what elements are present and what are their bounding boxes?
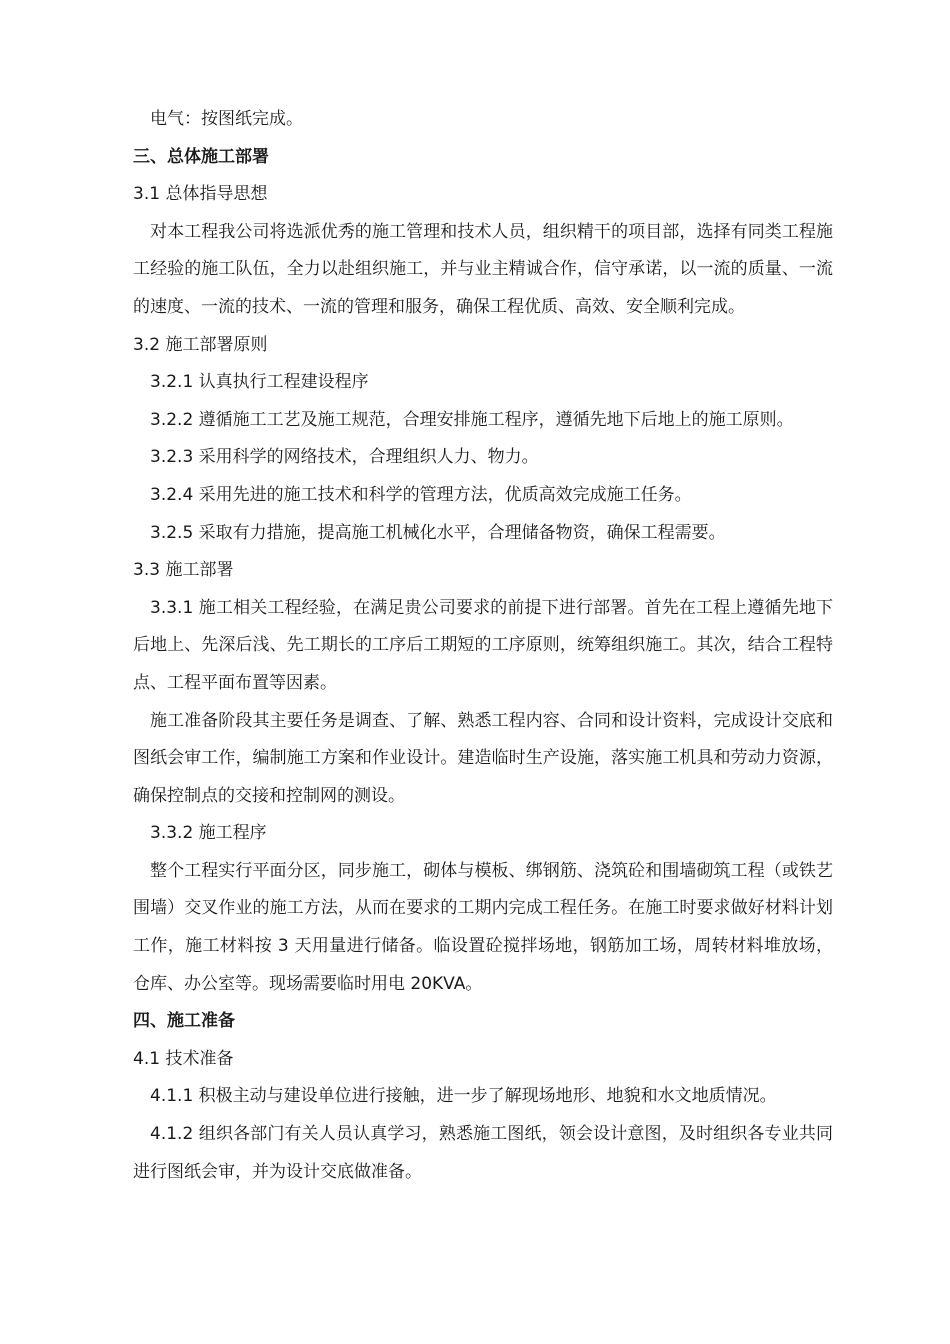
subsection-heading-3-1: 3.1 总体指导思想 bbox=[133, 184, 268, 205]
subsection-heading-3-2: 3.2 施工部署原则 bbox=[133, 334, 268, 355]
item-4-1-2: 4.1.2 组织各部门有关人员认真学习，熟悉施工图纸，领会设计意图，及时组织各专业共同进行图纸会审，并为设计交底做准备。 bbox=[133, 1124, 833, 1182]
paragraph-preparation-stage: 施工准备阶段其主要任务是调查、了解、熟悉工程内容、合同和设计资料，完成设计交底和图纸会审工作，编制施工方案和作业设计。建造临时生产设施，落实施工机具和劳动力资源，确保控制点的交接和控制网的测设。 bbox=[133, 710, 833, 806]
paragraph-guiding-idea: 对本工程我公司将选派优秀的施工管理和技术人员，组织精干的项目部，选择有同类工程施工经验的施工队伍，全力以赴组织施工，并与业主精诚合作，信守承诺，以一流的质量、一流的速度、一流的技术、一流的管理和服务，确保工程优质、高效、安全顺利完成。 bbox=[133, 221, 833, 317]
item-4-1-1: 4.1.1 积极主动与建设单位进行接触，进一步了解现场地形、地貌和水文地质情况。 bbox=[150, 1086, 777, 1107]
subsection-heading-4-1: 4.1 技术准备 bbox=[133, 1048, 234, 1069]
item-3-2-5: 3.2.5 采取有力措施，提高施工机械化水平，合理储备物资，确保工程需要。 bbox=[150, 522, 726, 543]
paragraph-construction-procedure: 整个工程实行平面分区，同步施工，砌体与模板、绑钢筋、浇筑砼和围墙砌筑工程（或铁艺围墙）交叉作业的施工方法，从而在要求的工期内完成工程任务。在施工时要求做好材料计划工作，施工材料按 3 天用量进行储备。临设置砼搅拌场地，钢筋加工场，周转材料堆放场，仓库、办公室等。现场需要临时用电 20KVA。 bbox=[133, 860, 833, 994]
item-3-2-3: 3.2.3 采用科学的网络技术，合理组织人力、物力。 bbox=[150, 447, 539, 468]
paragraph-electrical: 电气：按图纸完成。 bbox=[150, 109, 303, 129]
section-heading-4: 四、施工准备 bbox=[133, 1011, 235, 1032]
document-body bbox=[133, 101, 833, 1191]
subsection-heading-3-3: 3.3 施工部署 bbox=[133, 560, 234, 581]
item-3-3-1: 3.3.1 施工相关工程经验，在满足贵公司要求的前提下进行部署。首先在工程上遵循先地下后地上、先深后浅、先工期长的工序后工期短的工序原则，统筹组织施工。其次，结合工程特点、工程平面布置等因素。 bbox=[133, 597, 833, 693]
item-3-2-2: 3.2.2 遵循施工工艺及施工规范，合理安排施工程序，遵循先地下后地上的施工原则。 bbox=[150, 409, 794, 430]
item-3-3-2: 3.3.2 施工程序 bbox=[150, 823, 267, 844]
section-heading-3: 三、总体施工部署 bbox=[133, 146, 269, 167]
item-3-2-1: 3.2.1 认真执行工程建设程序 bbox=[150, 372, 369, 393]
item-3-2-4: 3.2.4 采用先进的施工技术和科学的管理方法，优质高效完成施工任务。 bbox=[150, 484, 692, 505]
